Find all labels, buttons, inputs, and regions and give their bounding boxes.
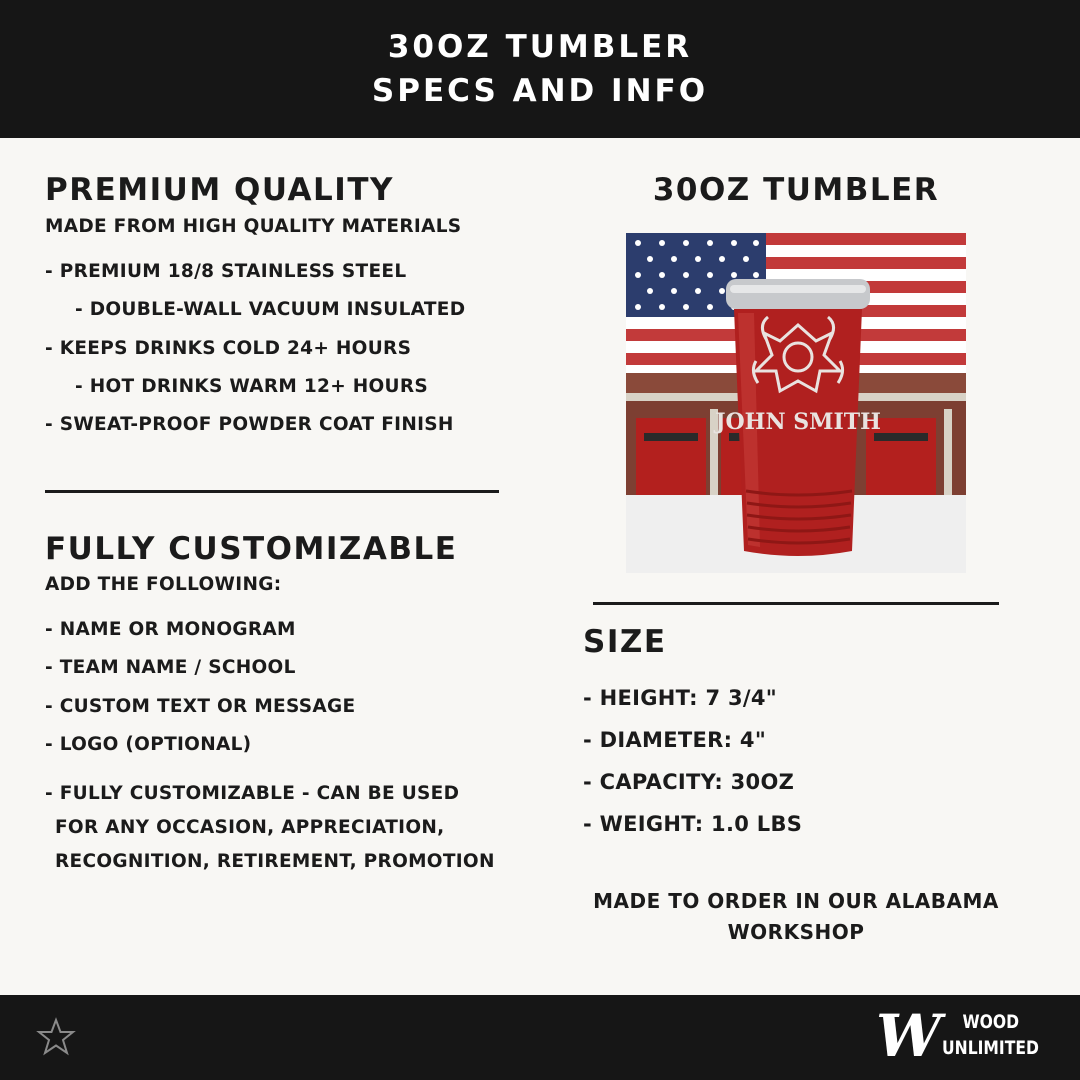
made-to-order-note (586, 886, 1006, 948)
engraving-text: JOHN SMITH (715, 409, 881, 435)
star-outline-icon (36, 1017, 76, 1057)
list-item: - TEAM NAME / SCHOOL (45, 657, 296, 678)
logo-line-1: WOOD (962, 1011, 1020, 1033)
logo-wordmark (942, 1009, 1039, 1061)
list-item: - LOGO (OPTIONAL) (45, 734, 252, 755)
list-item: - KEEPS DRINKS COLD 24+ HOURS (45, 338, 412, 359)
list-item: - DIAMETER: 4" (583, 728, 767, 752)
product-photo (626, 233, 966, 573)
header-banner (0, 0, 1080, 138)
premium-quality-subtitle: MADE FROM HIGH QUALITY MATERIALS (45, 216, 462, 237)
header-title-line-2: SPECS AND INFO (371, 73, 709, 109)
list-item: - SWEAT-PROOF POWDER COAT FINISH (45, 414, 454, 435)
list-item: - HEIGHT: 7 3/4" (583, 686, 778, 710)
customizable-title: FULLY CUSTOMIZABLE (45, 531, 458, 567)
logo-line-2: UNLIMITED (942, 1037, 1039, 1059)
right-divider (593, 602, 999, 605)
list-item: - CUSTOM TEXT OR MESSAGE (45, 696, 356, 717)
note-line-2: WORKSHOP (727, 920, 865, 944)
list-item: - WEIGHT: 1.0 LBS (583, 812, 803, 836)
customizable-subtitle: ADD THE FOLLOWING: (45, 574, 282, 595)
tumbler-image (626, 233, 966, 573)
paragraph-line: - FULLY CUSTOMIZABLE - CAN BE USED (45, 783, 460, 804)
list-item: - DOUBLE-WALL VACUUM INSULATED (75, 299, 466, 320)
logo-monogram: W (876, 1002, 936, 1070)
footer-bar (0, 995, 1080, 1080)
paragraph-line: RECOGNITION, RETIREMENT, PROMOTION (55, 851, 495, 872)
list-item: - PREMIUM 18/8 STAINLESS STEEL (45, 261, 407, 282)
left-divider (45, 490, 499, 493)
note-line-1: MADE TO ORDER IN OUR ALABAMA (593, 889, 999, 913)
paragraph-line: FOR ANY OCCASION, APPRECIATION, (55, 817, 445, 838)
premium-quality-title: PREMIUM QUALITY (45, 172, 394, 208)
header-title-line-1: 30OZ TUMBLER (387, 29, 693, 65)
brand-logo (876, 1003, 1056, 1073)
list-item: - CAPACITY: 30OZ (583, 770, 795, 794)
list-item: - HOT DRINKS WARM 12+ HOURS (75, 376, 429, 397)
product-title: 30OZ TUMBLER (652, 172, 940, 208)
size-title: SIZE (583, 624, 667, 660)
list-item: - NAME OR MONOGRAM (45, 619, 296, 640)
